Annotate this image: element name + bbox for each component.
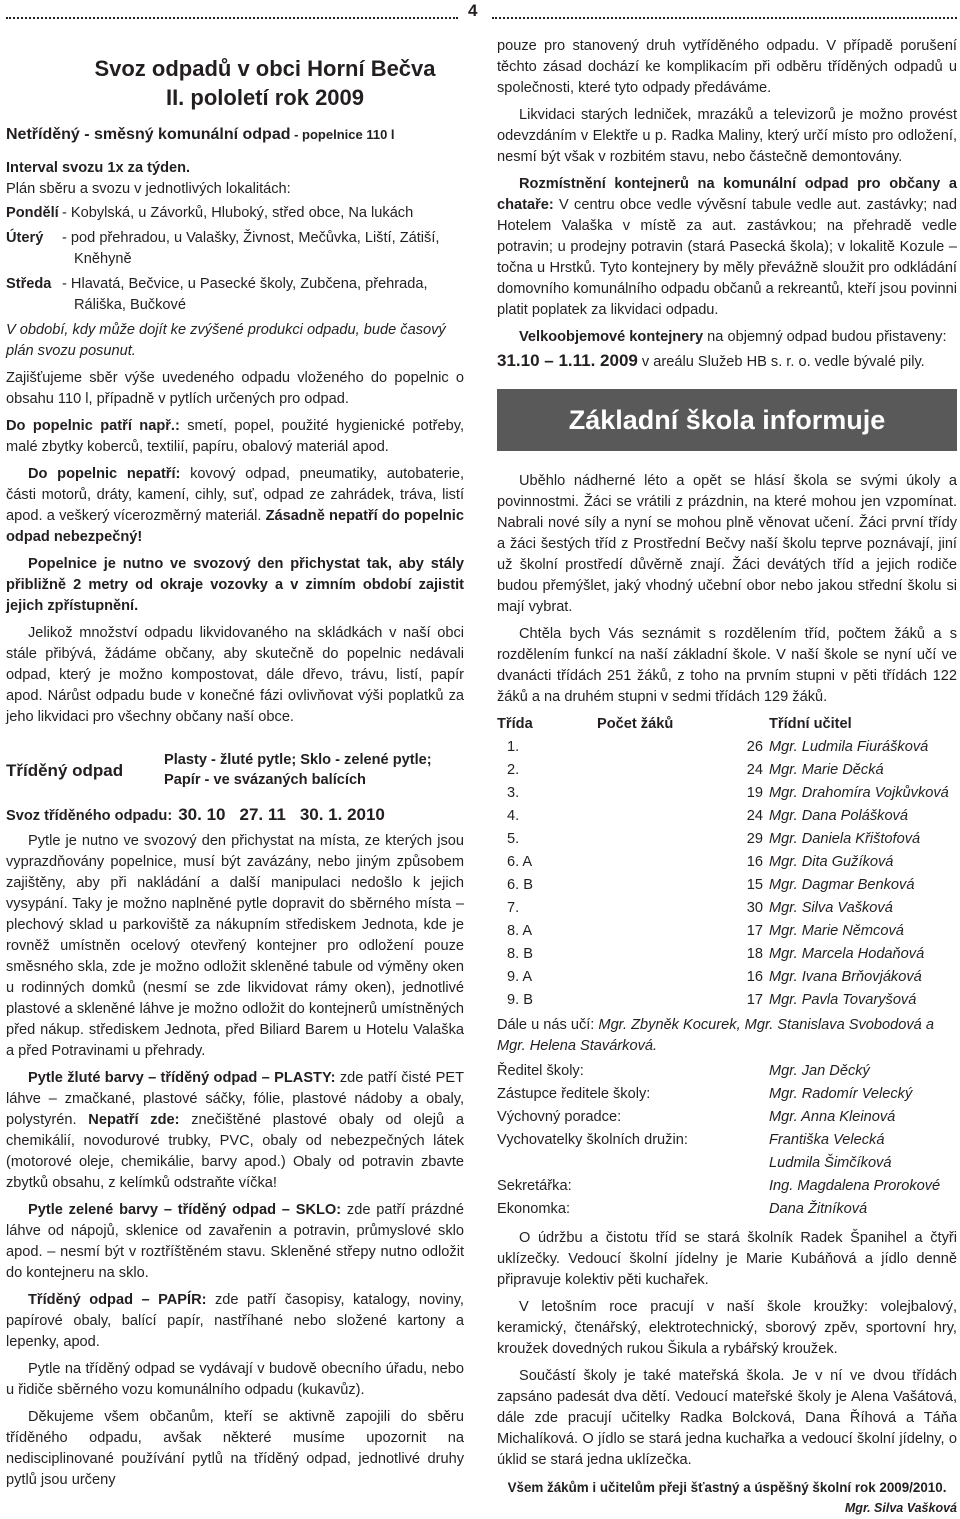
class-teacher: Mgr. Ludmila Fiurášková [769, 739, 929, 755]
paragraph: Tříděný odpad – PAPÍR: zde patří časopisy, katalogy, noviny, papírové obaly, balící papír, nastříhané nebo složené kartony a lepenky, apod. [6, 1292, 464, 1350]
class-teacher: Mgr. Marie Děcká [769, 762, 884, 778]
student-count: 24 [746, 808, 763, 824]
table-row [497, 760, 957, 783]
paragraph: Do popelnic nepatří: kovový odpad, pneumatiky, autobaterie, části motorů, dráty, kamení, cihly, suť, odpad ze zahrádek, tráva, listí apod. a veškerý vícerozměrný materiál. Zásadně nepatří do popelnic odpad nebezpečný! [6, 466, 464, 545]
staff-role: Sekretářka: [497, 1178, 572, 1194]
staff-name: Františka Velecká [769, 1132, 885, 1148]
class-teacher: Mgr. Daniela Křištofová [769, 831, 921, 847]
class-teacher: Mgr. Pavla Tovaryšová [769, 992, 917, 1008]
table-header: Třída Počet žáků Třídní učitel [497, 716, 852, 732]
staff-row [497, 1130, 957, 1153]
paragraph: Součástí školy je také mateřská škola. Je v ní ve dvou třídách zapsáno padesát dva dětí. Vedoucí mateřské školy je Alena Vašátová, dále zde pracují učitelky Radka Bolcková, Dana Říhová a Táňa Michalíková. O jídlo se stará jedna kuchařka a vedoucí školní jídelny, o úklid se stará jedna uklízečka. [497, 1368, 957, 1468]
paragraph: Do popelnic patří např.: smetí, popel, použité hygienické potřeby, malé zbytky koberců, textilií, papíru, obalový materiál apod. [6, 418, 464, 455]
schedule-row: Středa - Hlavatá, Bečvice, u Pasecké školy, Zubčena, přehrada, Ráliška, Bučkové [6, 276, 428, 313]
paragraph: Rozmístnění kontejnerů na komunální odpad pro občany a chataře: V centru obce vedle vývěsní tabule vedle aut. zastávky; nad Hotelem Valaška v místě za aut. zastávkou; na přehradě vedle potravin; u prodejny potravin (stará Pasecká škola); v lokalitě Kozule – točna u Hrstků. Tyto kontejnery by měly převážně sloužit pro odkládání domovního komunálního odpadu občanů a rekreantů, kteří jsou povinni platit poplatek za likvidaci odpadu. [497, 176, 958, 318]
table-row [497, 737, 957, 760]
class-teacher: Mgr. Silva Vašková [769, 900, 893, 916]
class-teacher: Mgr. Dagmar Benková [769, 877, 915, 893]
staff-row [497, 1176, 957, 1199]
class-name: 6. B [507, 877, 533, 893]
paragraph: Likvidaci starých ledniček, mrazáků a televizorů je možno provést odevzdáním v Elektře u p. Radka Maliny, který určí místo pro odložení, nesmí být však v rozbitém stavu, nebo částečně demontovány. [497, 107, 957, 165]
staff-role [497, 1153, 769, 1176]
table-row [497, 806, 957, 829]
staff-name: Mgr. Anna Kleinová [769, 1109, 896, 1125]
staff-role: Vychovatelky školních družin: [497, 1132, 688, 1148]
staff-name: Ludmila Šimčíková [769, 1155, 892, 1171]
staff-name: Ing. Magdalena Prorokové [769, 1178, 941, 1194]
table-row [497, 783, 957, 806]
staff-role: Zástupce ředitele školy: [497, 1086, 651, 1102]
staff-role: Výchovný poradce: [497, 1109, 622, 1125]
closing-wish: Všem žákům i učitelům přeji šťastný a úspěšný školní rok 2009/2010. [507, 1480, 947, 1495]
class-teacher: Mgr. Dana Polášková [769, 808, 908, 824]
paragraph: Uběhlo nádherné léto a opět se hlásí škola se svými úkoly a povinnostmi. Žáci se vrátili z prázdnin, na které mohou jen vzpomínat. Nabrali nové síly a nyní se mohou plně věnovat učení. Žáci první třídy a žáci šestých tříd z Prostřední Bečvy naší školu teprve poznávají, jiní už školní prostředí důvěrně znají. Žáci devátých tříd a jejich rodiče budou přemýšlet, jaký vhodný učební obor nebo jakou střední školu si mají vybrat. [497, 473, 957, 615]
staff-name: Mgr. Radomír Velecký [769, 1086, 913, 1102]
paragraph: Pytle na tříděný odpad se vydávají v budově obecního úřadu, nebo u řidiče sběrného vozu komunálního odpadu (kukavůz). [6, 1361, 464, 1398]
header-rule-left [6, 17, 458, 19]
class-name: 5. [507, 831, 520, 847]
student-count: 16 [746, 854, 763, 870]
schedule [6, 203, 464, 316]
student-count: 19 [746, 785, 763, 801]
class-name: 3. [507, 785, 520, 801]
class-table [497, 714, 957, 1013]
paragraph: Velkoobjemové kontejnery na objemný odpad budou přistaveny: [519, 329, 947, 345]
class-teacher: Mgr. Drahomíra Vojkůvková [769, 785, 949, 801]
class-name: 2. [507, 762, 520, 778]
class-name: 8. B [507, 946, 533, 962]
paragraph: Pytle zelené barvy – tříděný odpad – SKLO: zde patří prázdné láhve od nápojů, sklenice od zavařenin a potravin, průmyslové sklo apod. – nesmí být v roztříštěném stavu. Skleněné střepy nutno odložit do kontejneru na sklo. [6, 1202, 464, 1281]
table-row [497, 921, 957, 944]
right-column [497, 36, 957, 1519]
table-row [497, 852, 957, 875]
student-count: 30 [746, 900, 763, 916]
paragraph: Popelnice je nutno ve svozový den přichystat tak, aby stály přibližně 2 metry od okraje vozovky a v zimním období zajistit jejich zpřístupnění. [6, 556, 464, 614]
other-teachers: Dále u nás učí: Mgr. Zbyněk Kocurek, Mgr. Stanislava Svobodová a Mgr. Helena Stavárková. [497, 1017, 934, 1054]
class-teacher: Mgr. Dita Gužíková [769, 854, 894, 870]
bulky-waste-dates: 31.10 – 1.11. 2009 v areálu Služeb HB s. r. o. vedle bývalé pily. [497, 351, 925, 370]
paragraph: V letošním roce pracují v naší škole kroužky: volejbalový, keramický, čtenářský, elektrotechnický, sborový zpěv, sportovní hry, kroužek dovedných rukou Šikula a rybářský kroužek. [497, 1299, 957, 1357]
student-count: 24 [746, 762, 763, 778]
class-name: 8. A [507, 923, 533, 939]
paragraph: Zajišťujeme sběr výše uvedeného odpadu vloženého do popelnic o obsahu 110 l, případně v pytlích určených pro odpad. [6, 370, 464, 407]
class-name: 9. B [507, 992, 533, 1008]
class-name: 1. [507, 739, 520, 755]
table-row [497, 829, 957, 852]
sorted-waste-dates: Svoz tříděného odpadu: 30. 10 27. 11 30. 1. 2010 [6, 805, 385, 824]
student-count: 29 [746, 831, 763, 847]
paragraph: O údržbu a čistotu tříd se stará školník Radek Španihel a čtyři uklízečky. Vedoucí školní jídelny je Marie Kubáňová a jídlo denně připravuje kolektiv pěti kuchařek. [497, 1230, 957, 1288]
paragraph: Chtěla bych Vás seznámit s rozdělením tříd, počtem žáků a s rozdělením funkcí na naší základní škole. V naší škole se nyní učí ve dvanácti třídách 251 žáků, z toho na prvním stupni v pěti třídách 122 žáků a na druhém stupni v sedmi třídách 129 žáků. [497, 626, 957, 705]
left-column [6, 36, 464, 1491]
class-teacher: Mgr. Marcela Hodaňová [769, 946, 925, 962]
header-rule-right [492, 17, 957, 19]
paragraph: Děkujeme všem občanům, kteří se aktivně zapojili do sběru tříděného odpadu, avšak některé musíme upozornit na nedisciplinované používání pytlů na tříděný odpad, jednotlivé druhy pytlů jsou určeny [6, 1409, 464, 1488]
schedule-row: Pondělí - Kobylská, u Závorků, Hluboký, střed obce, Na lukách [6, 205, 414, 221]
class-name: 4. [507, 808, 520, 824]
sorted-waste-heading: Tříděný odpad Plasty - žluté pytle; Sklo - zelené pytle; Papír - ve svázaných balících [6, 752, 432, 788]
title-line-2: II. pololetí rok 2009 [165, 85, 365, 110]
student-count: 18 [746, 946, 763, 962]
signature: Mgr. Silva Vašková [844, 1501, 957, 1515]
class-teacher: Mgr. Marie Němcová [769, 923, 904, 939]
title-line-1: Svoz odpadů v obci Horní Bečva [94, 56, 436, 81]
paragraph: pouze pro stanovený druh vytříděného odpadu. V případě porušení těchto zásad dochází ke komplikacím při odběru tříděných odpadů u společnosti, které tyto odpady předáváme. [497, 38, 957, 96]
staff-row [497, 1153, 957, 1176]
staff-role: Ekonomka: [497, 1201, 571, 1217]
staff-role: Ředitel školy: [497, 1063, 584, 1079]
staff-row [497, 1199, 957, 1222]
staff-name: Dana Žitníková [769, 1201, 868, 1217]
interval: Interval svozu 1x za týden. [6, 160, 191, 176]
paragraph: Pytle žluté barvy – tříděný odpad – PLASTY: zde patří čisté PET láhve – zmačkané, plastové sáčky, fólie, plastové nádoby a obaly, polystyrén. Nepatří zde: znečištěné plastové obaly od olejů a chemikálií, novodurové trubky, PVC, obaly od nebezpečných látek (motorové oleje, chemikálie, barvy apod.) Obaly od potravin zbavte zbytků obsahu, z kelímků odstraňte víčka! [6, 1070, 464, 1191]
staff-list [497, 1061, 957, 1222]
plan-label: Plán sběru a svozu v jednotlivých lokalitách: [6, 181, 291, 197]
table-row [497, 875, 957, 898]
class-name: 6. A [507, 854, 533, 870]
schedule-row: Úterý - pod přehradou, u Valašky, Živnost, Mečůvka, Liští, Zátiší, Kněhyně [6, 230, 440, 267]
staff-name: Mgr. Jan Děcký [769, 1063, 870, 1079]
staff-row [497, 1084, 957, 1107]
student-count: 15 [746, 877, 763, 893]
student-count: 17 [746, 923, 763, 939]
class-name: 7. [507, 900, 520, 916]
schedule-note: V období, kdy může dojít ke zvýšené produkci odpadu, bude časový plán svozu posunut. [6, 322, 446, 359]
paragraph: Pytle je nutno ve svozový den přichystat na místa, ze kterých jsou vyprazdňovány popelnice, musí být zavázány, nebo jiným způsobem zajištěny, aby při nakládání a další manipulaci nedošlo k jejich vysypání. Taky je možno naplněné pytle dopravit do sběrného místa – plechový sklad u parkoviště za nákupním střediskem Jednota, kde je rovněž umístněn ocelový otevřený kontejner pro odložení pouze směsného skla, zde je možno odložit skleněné tabule od výměny oken u rodinných domků (nesmí se zde likvidovat rámy oken), jednotlivé plastové a skleněné láhve je možno odložit do kontejnerů umístněných před nákup. střediskem Jednota, před Biliard Barem u Hotelu Valaška a před Potravinami u přehrady. [6, 833, 464, 1059]
section-mixed-waste-heading: Netříděný - směsný komunální odpad - popelnice 110 l [6, 126, 395, 143]
table-row [497, 967, 957, 990]
table-row [497, 944, 957, 967]
page-number: 4 [468, 1, 478, 20]
student-count: 17 [746, 992, 763, 1008]
table-row [497, 898, 957, 921]
staff-row [497, 1107, 957, 1130]
paragraph: Jelikož množství odpadu likvidovaného na skládkách v naší obci stále přibývá, žádáme občany, aby skutečně do popelnic nedávali odpad, který je možno kompostovat, dále dřevo, trávu, listí, papír apod. Nárůst odpadu bude v konečné fázi ovlivňovat výši poplatků za jeho likvidaci pro všechny občany naší obce. [6, 625, 464, 725]
article-title [66, 54, 464, 112]
school-banner: Základní škola informuje [497, 389, 957, 451]
class-teacher: Mgr. Ivana Brňovjáková [769, 969, 922, 985]
table-row [497, 990, 957, 1013]
student-count: 16 [746, 969, 763, 985]
page-header [0, 0, 960, 30]
student-count: 26 [746, 739, 763, 755]
class-name: 9. A [507, 969, 533, 985]
staff-row [497, 1061, 957, 1084]
